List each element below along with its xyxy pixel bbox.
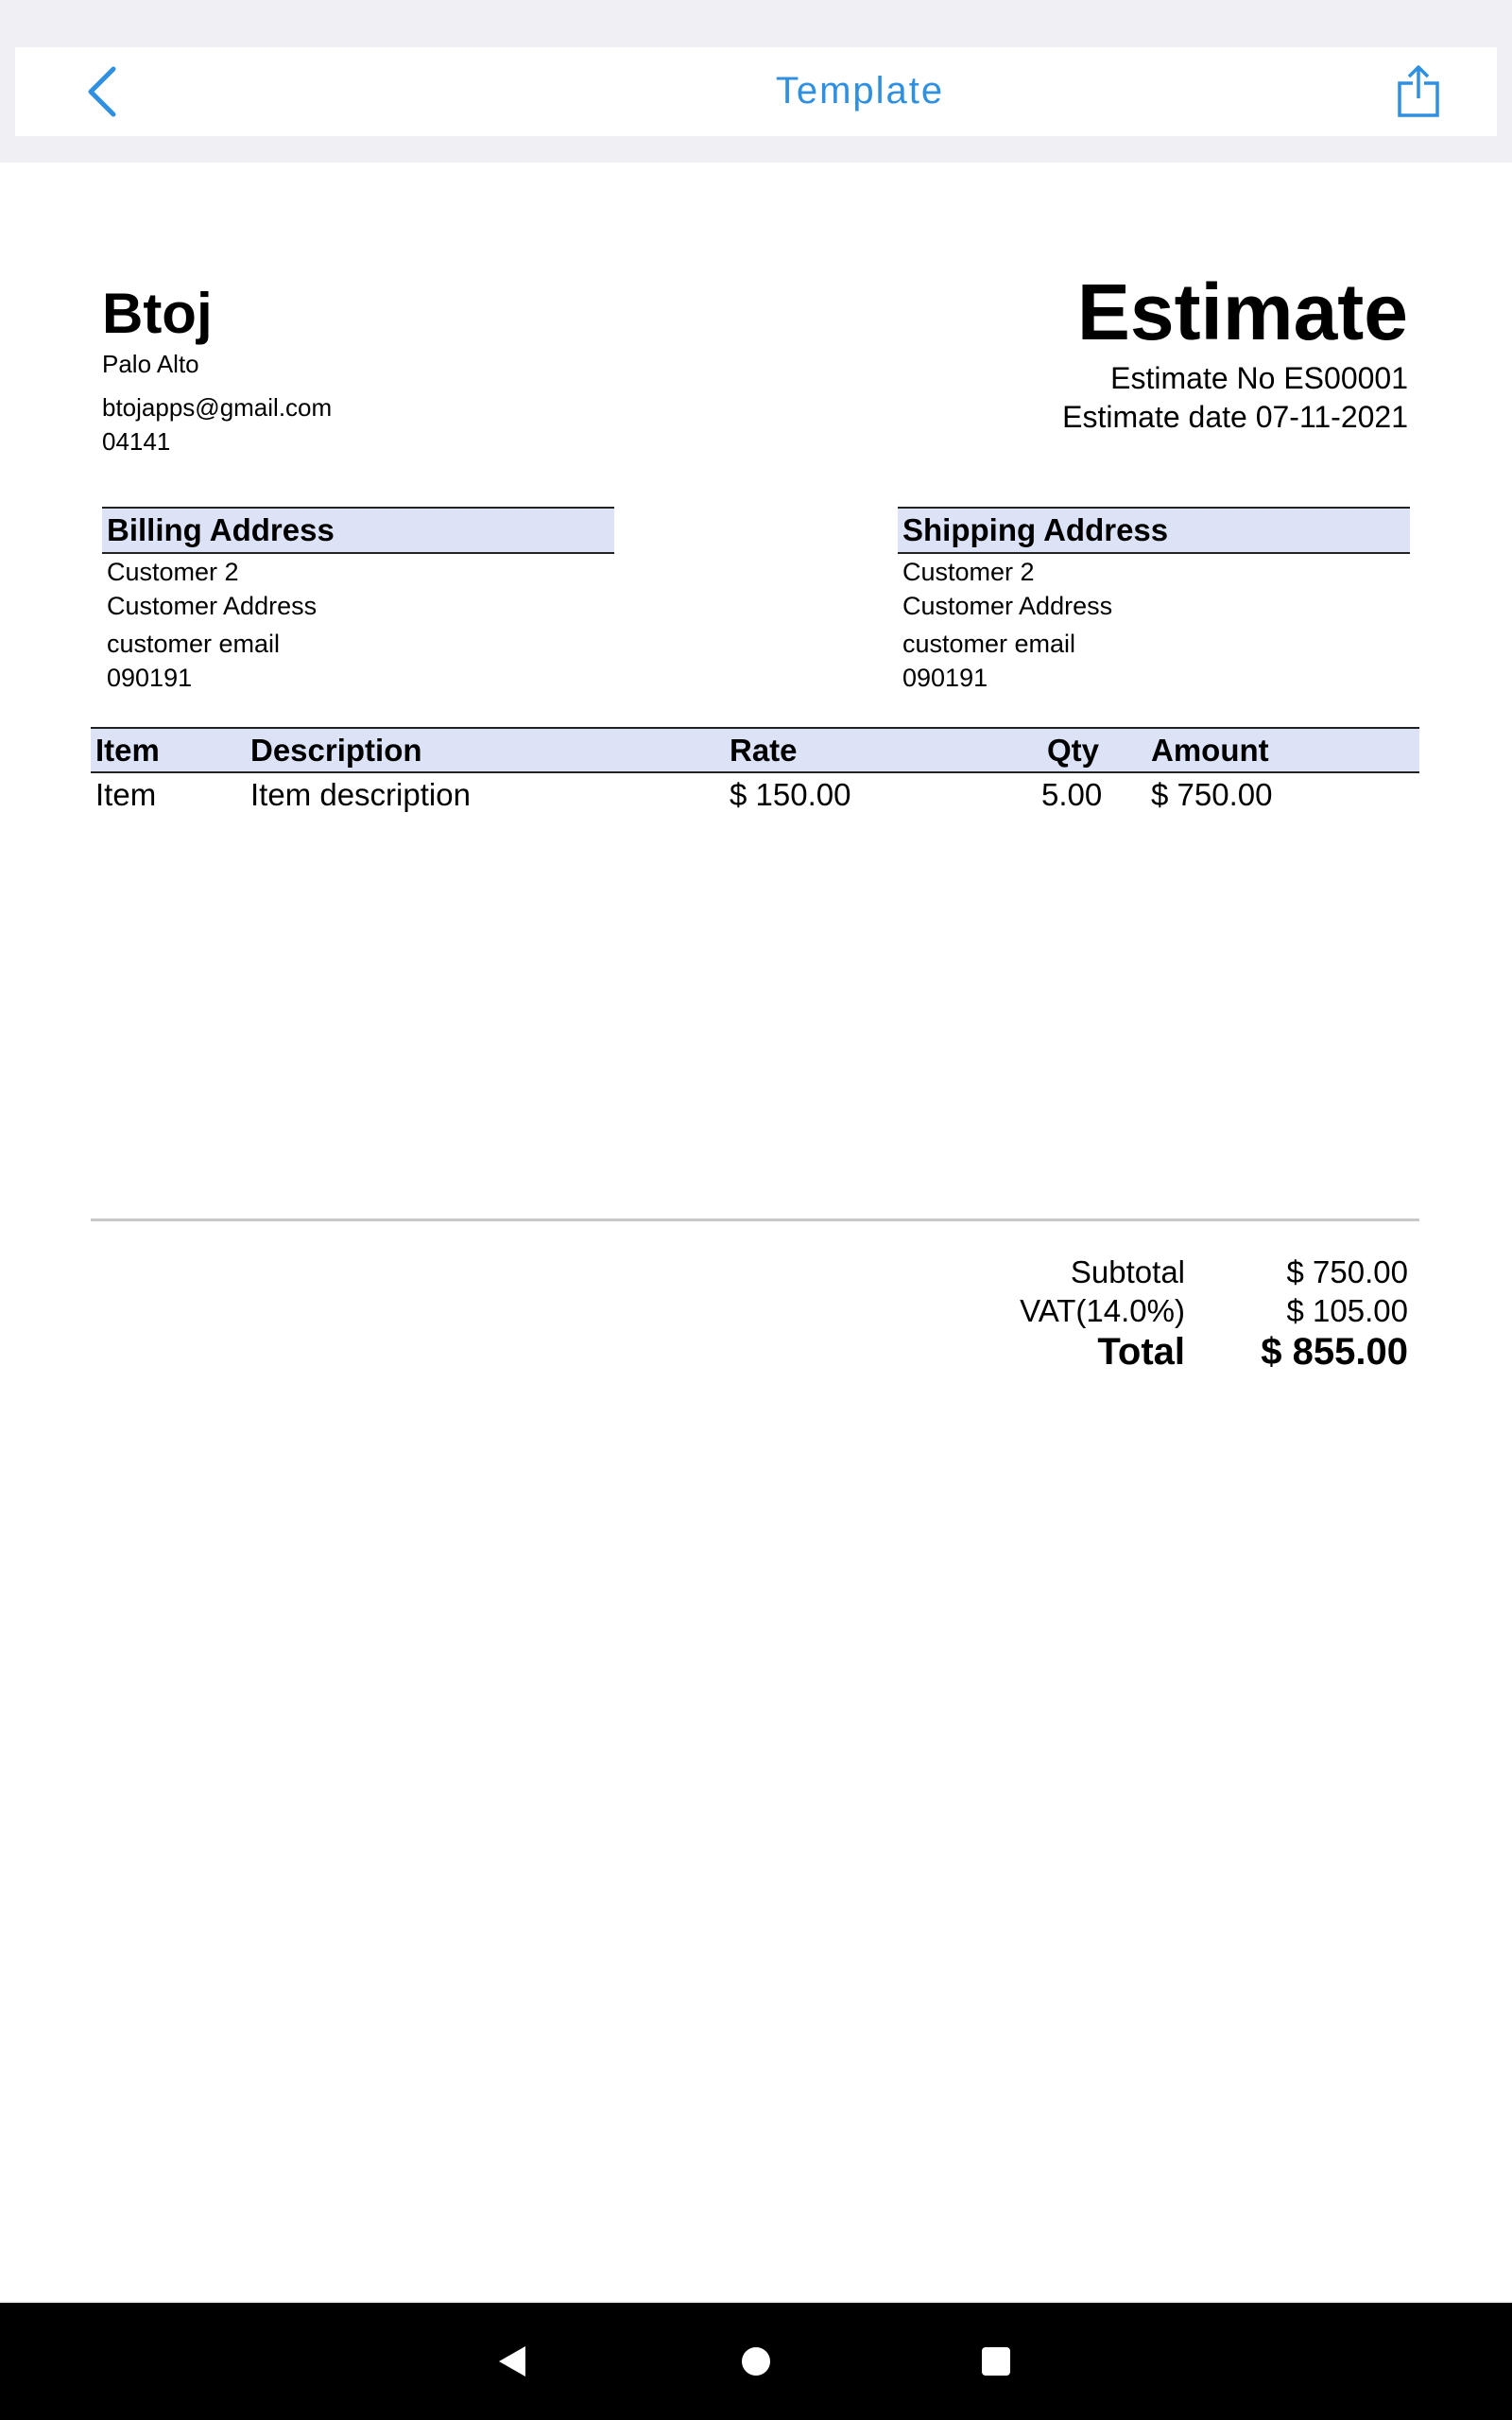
billing-address-block [102, 507, 614, 692]
estimate-document [0, 163, 1512, 2301]
vat-label: VAT(14.0%) [1020, 1293, 1185, 1328]
estimate-title: Estimate [1076, 268, 1408, 356]
items-table-header [91, 727, 1419, 773]
triangle-back-icon [493, 2342, 531, 2380]
totals-divider [91, 1219, 1419, 1221]
billing-phone: 090191 [107, 664, 193, 692]
circle-home-icon [737, 2342, 775, 2380]
company-phone: 04141 [102, 427, 171, 456]
row-rate: $ 150.00 [730, 777, 851, 812]
company-email: btojapps@gmail.com [102, 393, 333, 422]
system-back-button[interactable] [486, 2335, 539, 2388]
total-label: Total [1097, 1331, 1185, 1373]
header-item: Item [95, 733, 160, 768]
shipping-address-block [898, 507, 1410, 692]
shipping-phone: 090191 [902, 664, 988, 692]
square-recents-icon [977, 2342, 1015, 2380]
vat-value: $ 105.00 [1286, 1293, 1408, 1328]
billing-email: customer email [107, 630, 281, 658]
subtotal-value: $ 750.00 [1286, 1254, 1408, 1289]
row-amount: $ 750.00 [1151, 777, 1273, 812]
row-qty: 5.00 [1041, 777, 1103, 812]
share-icon [1396, 64, 1441, 119]
system-navigation-bar [0, 2303, 1512, 2420]
total-value: $ 855.00 [1261, 1331, 1408, 1373]
shipping-address-heading: Shipping Address [898, 507, 1410, 554]
row-item: Item [95, 777, 157, 812]
row-description: Item description [250, 777, 471, 812]
system-recents-button[interactable] [970, 2335, 1022, 2388]
subtotal-label: Subtotal [1070, 1254, 1185, 1289]
shipping-address: Customer Address [902, 592, 1113, 620]
header-amount: Amount [1151, 733, 1269, 768]
header-description: Description [250, 733, 422, 768]
company-city: Palo Alto [102, 350, 199, 378]
billing-address: Customer Address [107, 592, 318, 620]
header-rate: Rate [730, 733, 798, 768]
app-bar [15, 47, 1497, 136]
company-name: Btoj [102, 282, 213, 345]
shipping-email: customer email [902, 630, 1076, 658]
shipping-name: Customer 2 [902, 558, 1035, 586]
system-home-button[interactable] [730, 2335, 782, 2388]
page-title: Template [775, 70, 945, 112]
share-button[interactable] [1387, 60, 1450, 123]
billing-address-heading: Billing Address [102, 507, 614, 554]
estimate-number: Estimate No ES00001 [1110, 361, 1408, 395]
header-qty: Qty [1047, 733, 1100, 768]
estimate-date: Estimate date 07-11-2021 [1062, 400, 1408, 434]
billing-name: Customer 2 [107, 558, 239, 586]
